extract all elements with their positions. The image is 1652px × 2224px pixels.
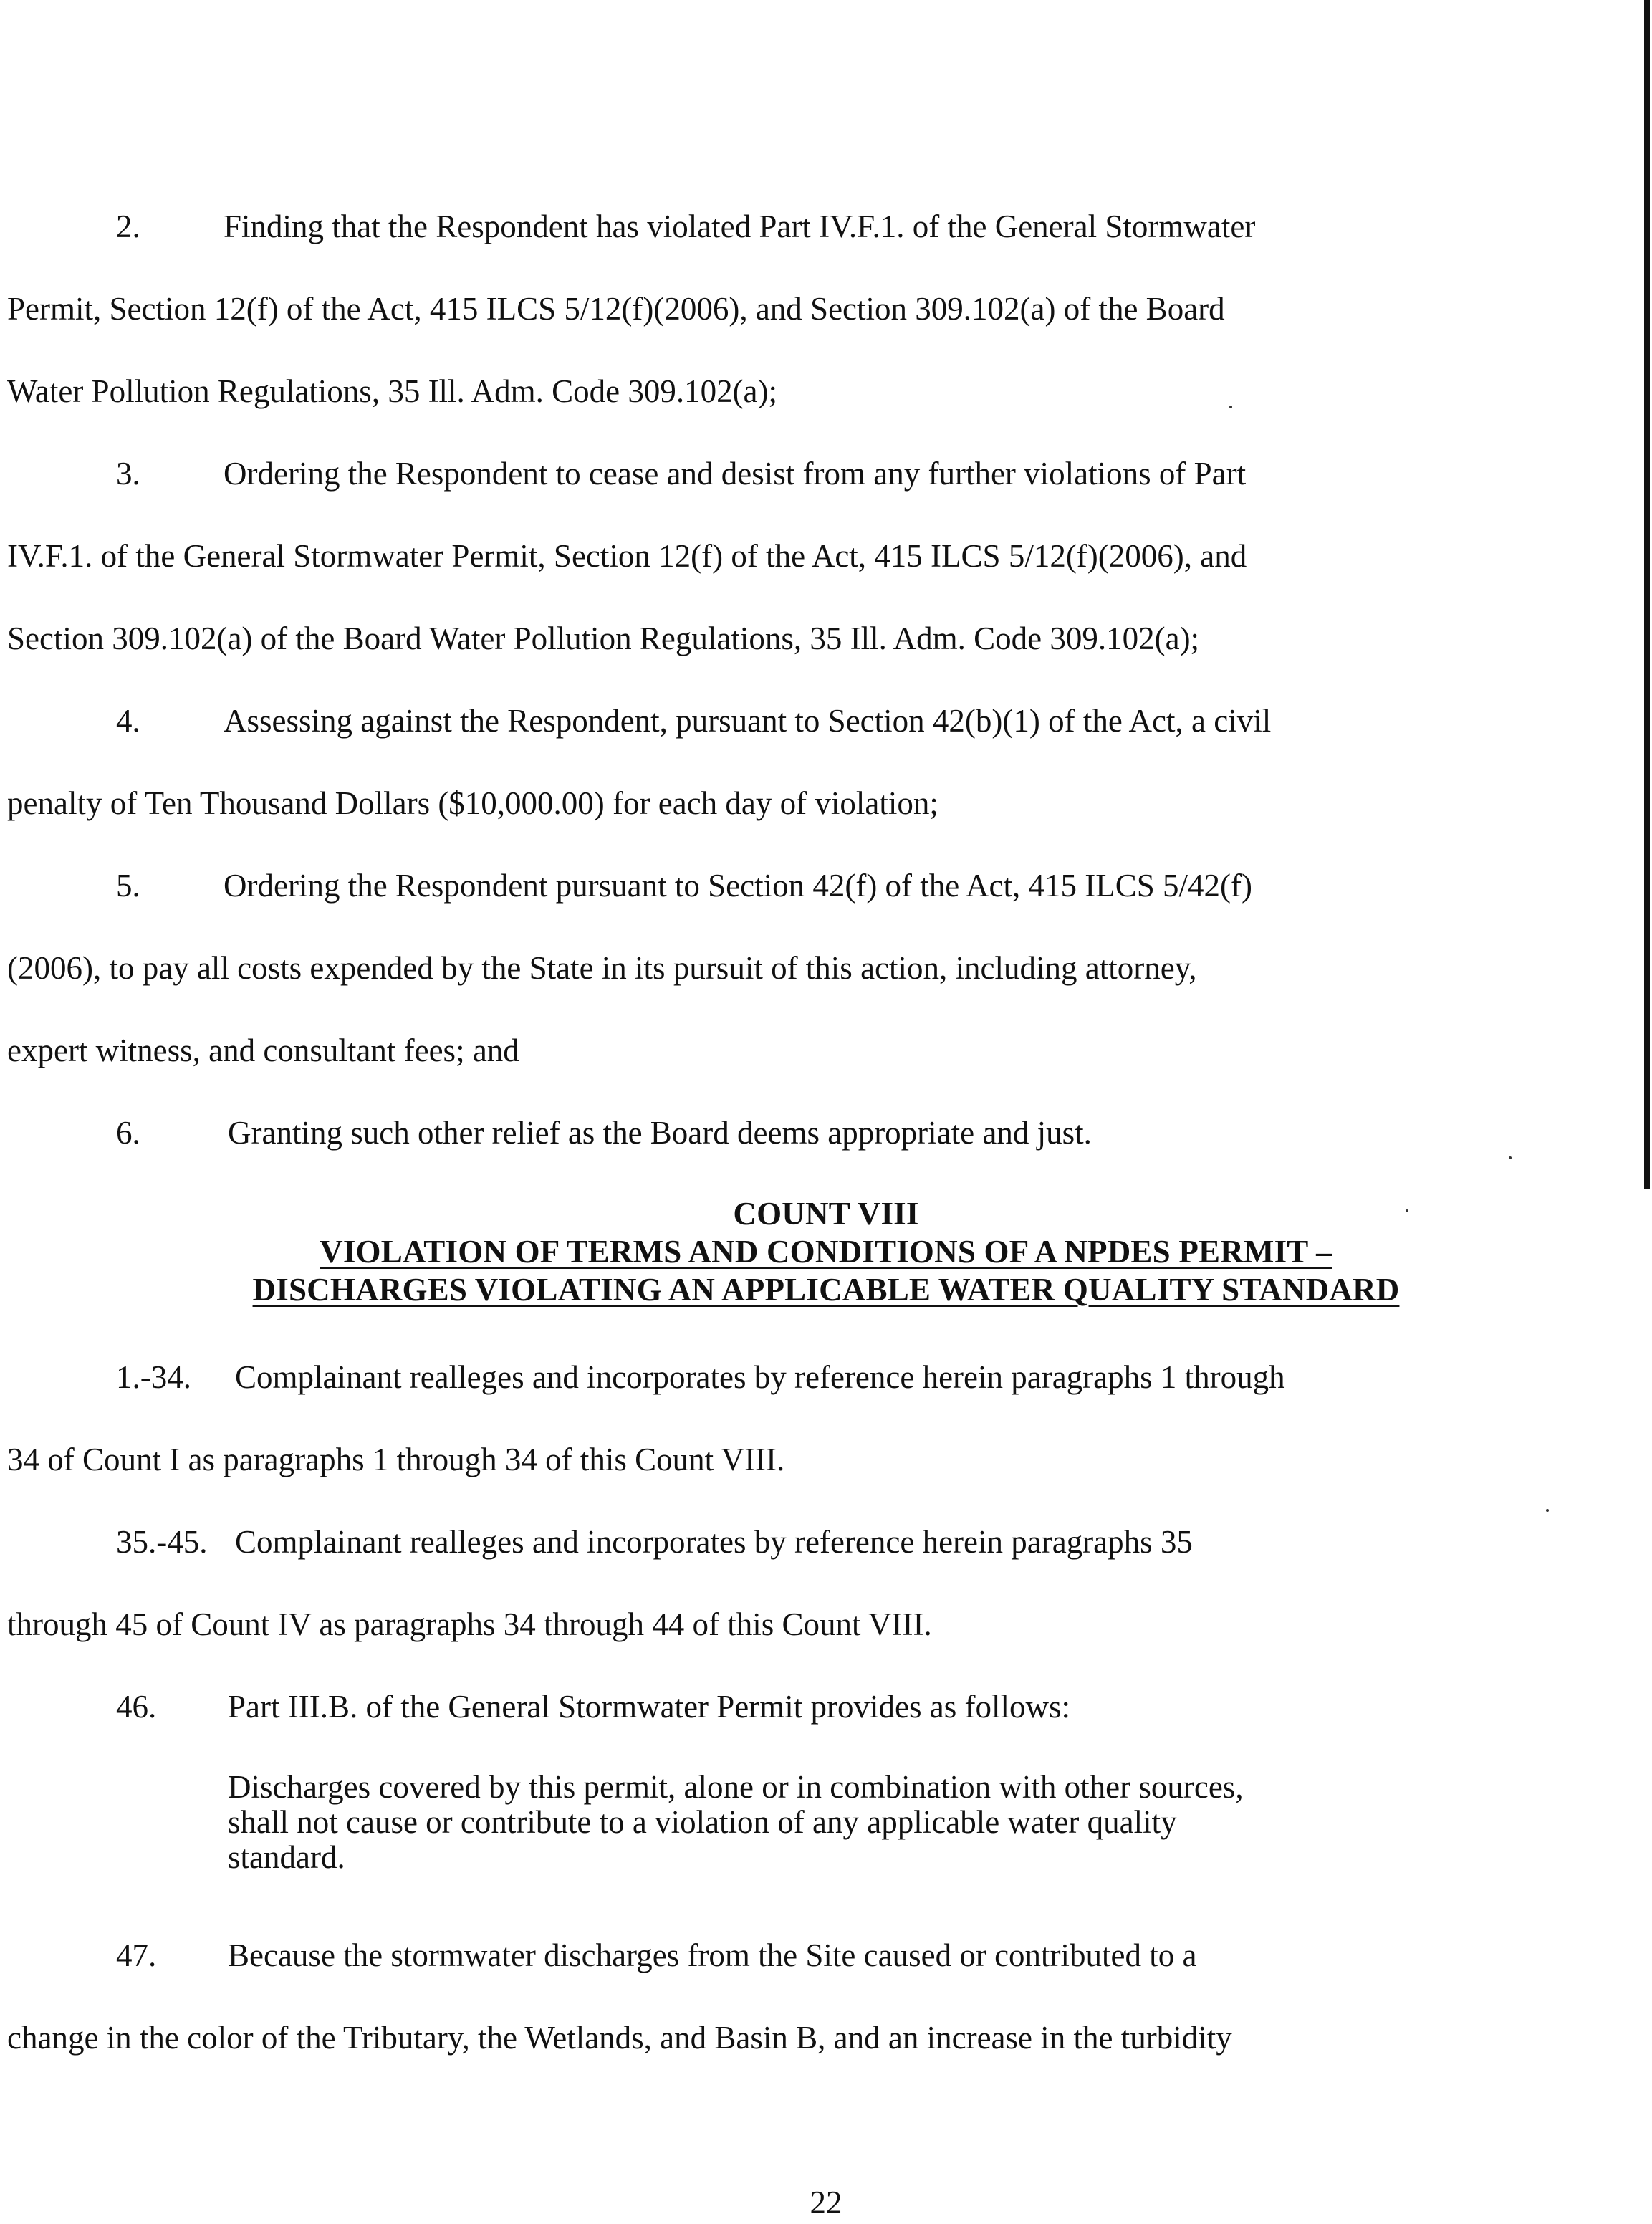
scan-speck	[1406, 1209, 1408, 1212]
count-title: COUNT VIII	[733, 1196, 919, 1232]
page-number: 22	[810, 2185, 842, 2220]
count-subtitle: DISCHARGES VIOLATING AN APPLICABLE WATER QUALITY STANDARD	[252, 1272, 1400, 1308]
paragraph-text-line: Complainant realleges and incorporates by reference herein paragraphs 1 through	[235, 1359, 1285, 1395]
block-quote-line: Discharges covered by this permit, alone or in combination with other sources,	[228, 1769, 1244, 1805]
paragraph-text-line: IV.F.1. of the General Stormwater Permit, Section 12(f) of the Act, 415 ILCS 5/12(f)(2006), and	[7, 538, 1247, 574]
paragraph-number: 5.	[116, 868, 140, 904]
paragraph-text-line: (2006), to pay all costs expended by the State in its pursuit of this action, including attorney,	[7, 950, 1197, 986]
paragraph-number: 46.	[116, 1689, 157, 1725]
paragraph-text-line: Part III.B. of the General Stormwater Permit provides as follows:	[228, 1689, 1070, 1725]
paragraph-text-line: Ordering the Respondent to cease and desist from any further violations of Part	[224, 456, 1247, 492]
paragraph-text-line: 34 of Count I as paragraphs 1 through 34 of this Count VIII.	[7, 1442, 785, 1477]
paragraph-number: 4.	[116, 703, 140, 739]
paragraph-text-line: change in the color of the Tributary, the Wetlands, and Basin B, and an increase in the turbidity	[7, 2020, 1232, 2056]
paragraph-text-line: Ordering the Respondent pursuant to Section 42(f) of the Act, 415 ILCS 5/42(f)	[224, 868, 1252, 904]
scan-edge-bar	[1644, 0, 1650, 1189]
paragraph-number: 47.	[116, 1937, 157, 1973]
paragraph-number: 3.	[116, 456, 140, 492]
paragraph-text-line: Section 309.102(a) of the Board Water Pollution Regulations, 35 Ill. Adm. Code 309.102(a);	[7, 620, 1200, 656]
scan-speck	[1546, 1509, 1549, 1512]
paragraph-number: 6.	[116, 1115, 140, 1151]
paragraph-text-line: Assessing against the Respondent, pursuant to Section 42(b)(1) of the Act, a civil	[224, 703, 1272, 739]
paragraph-text-line: penalty of Ten Thousand Dollars ($10,000.00) for each day of violation;	[7, 785, 938, 821]
paragraph-text-line: Water Pollution Regulations, 35 Ill. Adm. Code 309.102(a);	[7, 373, 778, 409]
paragraph-text-line: Granting such other relief as the Board deems appropriate and just.	[228, 1115, 1092, 1151]
paragraph-text-line: Finding that the Respondent has violated Part IV.F.1. of the General Stormwater	[224, 208, 1256, 244]
paragraph-text-line: Because the stormwater discharges from the Site caused or contributed to a	[228, 1937, 1197, 1973]
block-quote-line: standard.	[228, 1839, 345, 1875]
paragraph-text-line: Permit, Section 12(f) of the Act, 415 ILCS 5/12(f)(2006), and Section 309.102(a) of the Board	[7, 291, 1225, 327]
paragraph-text-line: expert witness, and consultant fees; and	[7, 1032, 519, 1068]
paragraph-number: 2.	[116, 208, 140, 244]
count-subtitle: VIOLATION OF TERMS AND CONDITIONS OF A NPDES PERMIT –	[320, 1234, 1332, 1270]
block-quote	[228, 1770, 1403, 1875]
paragraph-number: 1.-34.	[116, 1359, 191, 1395]
block-quote-line: shall not cause or contribute to a violation of any applicable water quality	[228, 1804, 1177, 1840]
paragraph-number: 35.-45.	[116, 1524, 208, 1560]
scan-speck	[1509, 1156, 1512, 1159]
paragraph-text-line: Complainant realleges and incorporates by reference herein paragraphs 35	[235, 1524, 1193, 1560]
paragraph-text-line: through 45 of Count IV as paragraphs 34 through 44 of this Count VIII.	[7, 1606, 932, 1642]
scan-speck	[1229, 406, 1232, 408]
